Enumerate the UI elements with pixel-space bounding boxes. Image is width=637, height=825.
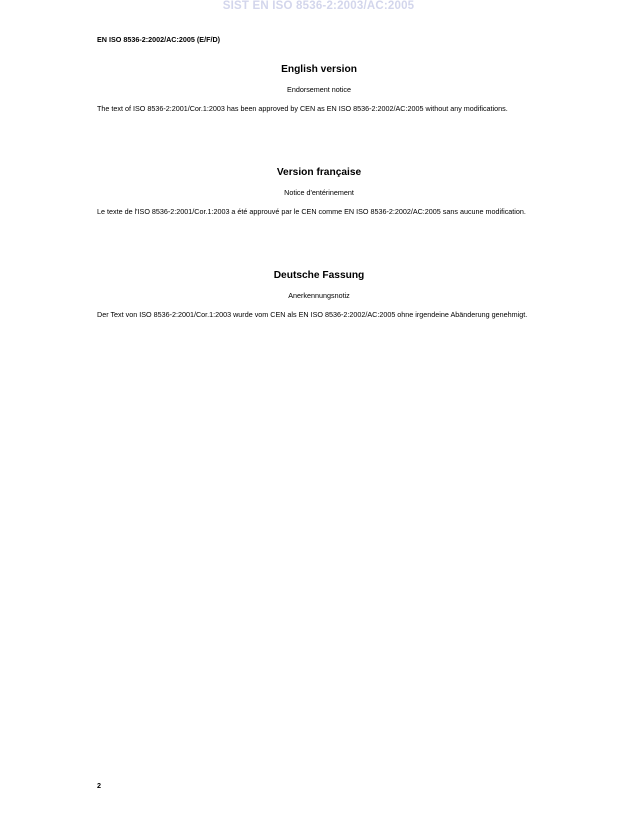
section-body: Le texte de l'ISO 8536-2:2001/Cor.1:2003 a été approuvé par le CEN comme EN ISO 8536-2:2002/AC:2005 sans aucune modification.: [97, 207, 526, 216]
document-header: EN ISO 8536-2:2002/AC:2005 (E/F/D): [97, 35, 221, 44]
section-english: [97, 64, 541, 114]
section-body: Der Text von ISO 8536-2:2001/Cor.1:2003 wurde vom CEN als EN ISO 8536-2:2002/AC:2005 ohne irgendeine Abänderung genehmigt.: [97, 310, 528, 319]
section-subtitle: Endorsement notice: [287, 85, 351, 94]
page-number: 2: [97, 781, 101, 790]
section-subtitle: Anerkennungsnotiz: [288, 291, 350, 300]
section-body: The text of ISO 8536-2:2001/Cor.1:2003 has been approved by CEN as EN ISO 8536-2:2002/AC:2005 without any modifications.: [97, 104, 508, 113]
watermark: SIST EN ISO 8536-2:2003/AC:2005: [222, 0, 415, 12]
section-german: [97, 270, 541, 320]
section-title: Version française: [276, 167, 362, 178]
section-french: [97, 167, 541, 217]
section-title: Deutsche Fassung: [273, 270, 365, 281]
section-subtitle: Notice d'entérinement: [284, 188, 354, 197]
section-title: English version: [281, 64, 357, 75]
